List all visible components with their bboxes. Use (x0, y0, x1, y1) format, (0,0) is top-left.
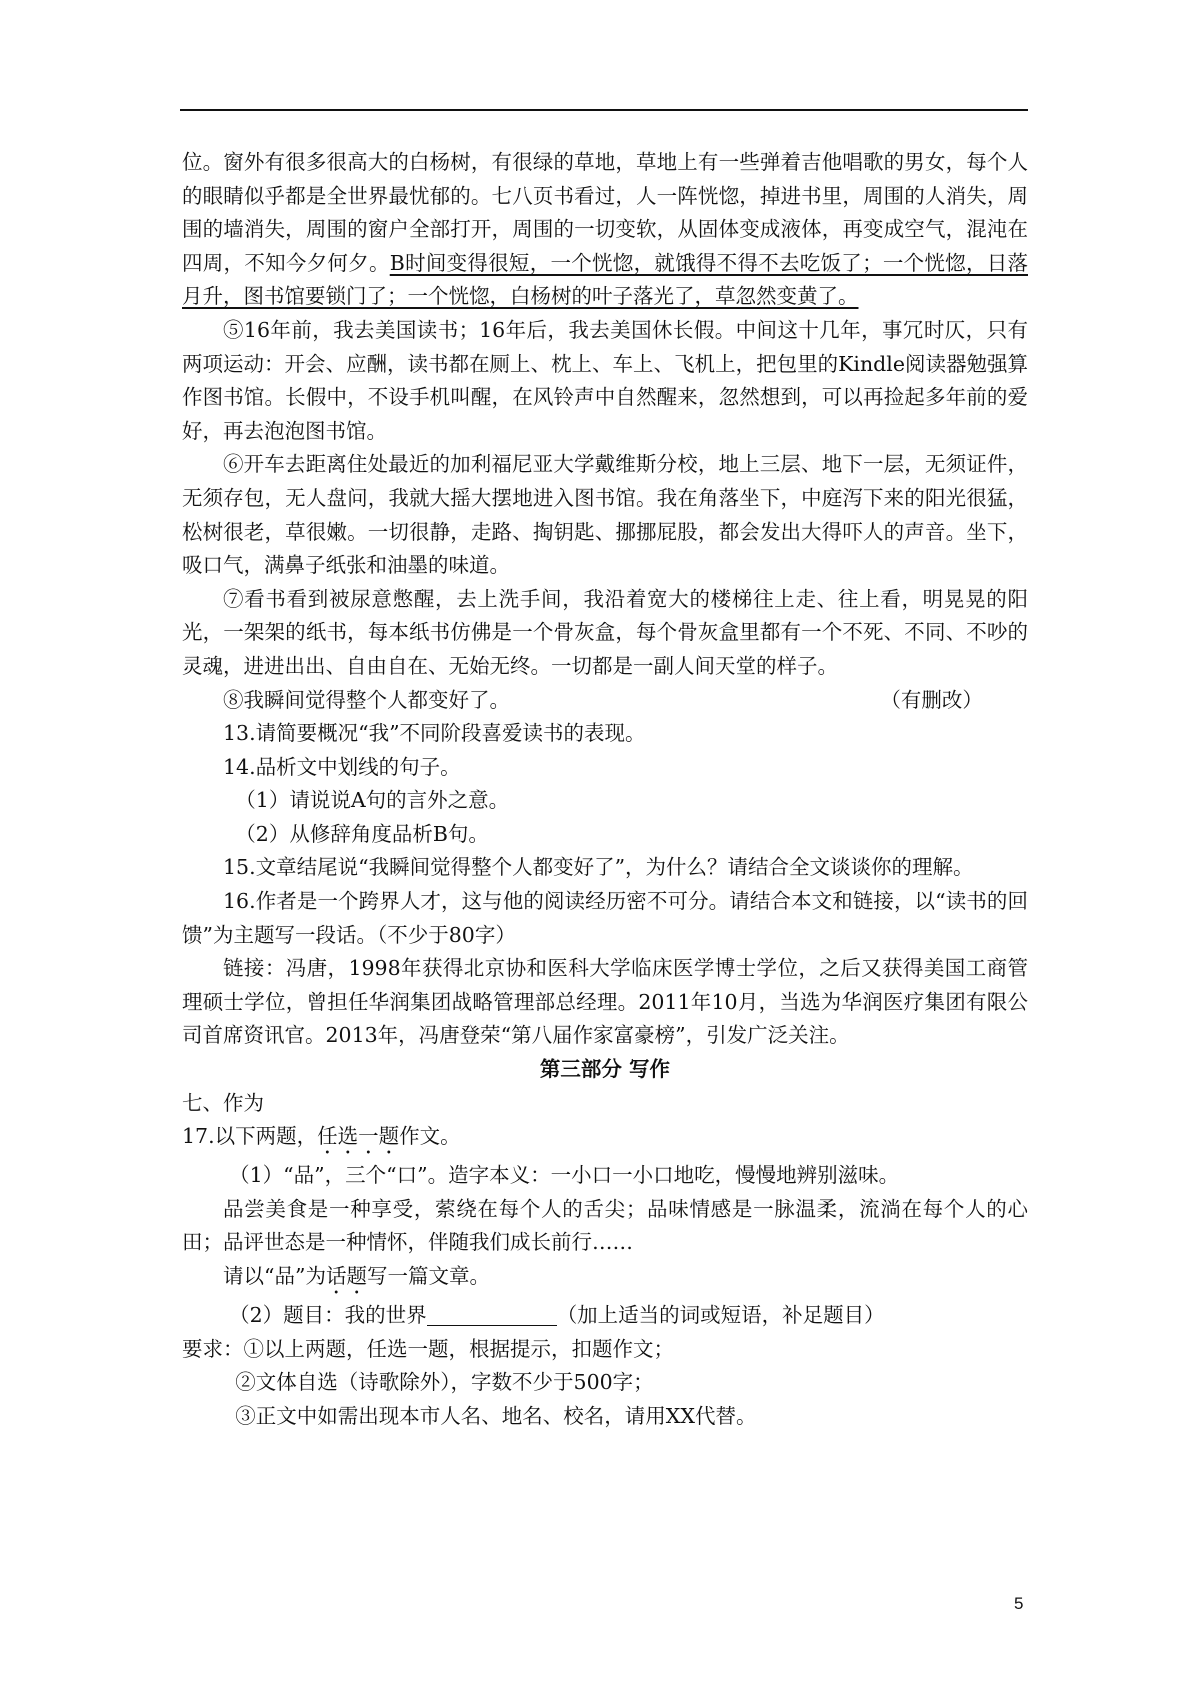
paragraph-8 (182, 684, 1028, 718)
question-16: 16.作者是一个跨界人才，这与他的阅读经历密不可分。请结合本文和链接，以“读书的回馈”为主题写一段话。（不少于80字） (182, 889, 1028, 947)
option-1-req-post: 写一篇文章。 (366, 1264, 490, 1288)
section-title: 第三部分 写作 (539, 1057, 671, 1082)
option-1-paragraph: 品尝美食是一种享受，萦绕在每个人的舌尖；品味情感是一脉温柔，流淌在每个人的心田；品评世态是一种情怀，伴随我们成长前行…… (182, 1196, 1028, 1255)
passage-text: 位。窗外有很多很高大的白杨树，有很绿的草地，草地上有一些弹着吉他唱歌的男女，每个人的眼睛似乎都是全世界最忧郁的。七八页书看过，人一阵恍惚，掉进书里，周围的人消失，周围的墙消失，周围的窗户全部打开，周围的一切变软，从固体变成液体，再变成空气，混沌在四周，不知今夕何夕。 (182, 150, 1028, 275)
emphasis-text: 任选一题 (317, 1124, 400, 1149)
option-2-pre: （2）题目：我的世界 (229, 1303, 427, 1327)
emphasis-text: 话题 (325, 1264, 367, 1288)
question-17-pre: 17.以下两题， (182, 1124, 318, 1149)
option-2 (182, 1299, 1028, 1333)
title-blank (427, 1305, 557, 1327)
question-13: 13.请简要概况“我”不同阶段喜爱读书的表现。 (223, 721, 646, 746)
question-14-2: （2）从修辞角度品析B句。 (235, 821, 489, 846)
option-1-requirement (182, 1260, 1028, 1299)
paragraph-8-text: ⑧我瞬间觉得整个人都变好了。 (223, 687, 510, 712)
requirement-1: 要求：①以上两题，任选一题，根据提示，扣题作文； (182, 1336, 674, 1361)
question-14: 14.品析文中划线的句子。 (223, 754, 461, 779)
requirement-2: ②文体自选（诗歌除外），字数不少于500字； (235, 1370, 654, 1395)
option-1-req-pre: 请以“品”为 (223, 1264, 326, 1288)
edit-note: （有删改） (880, 687, 983, 712)
part-7-heading: 七、作为 (182, 1090, 264, 1115)
question-14-1: （1）请说说A句的言外之意。 (235, 788, 510, 813)
link-note: 链接：冯唐，1998年获得北京协和医科大学临床医学博士学位，之后又获得美国工商管理硕士学位，曾担任华润集团战略管理部总经理。2011年10月，当选为华润医疗集团有限公司首席资讯官。2013年，冯唐登荣“第八届作家富豪榜”，引发广泛关注。 (182, 956, 1028, 1048)
question-15: 15.文章结尾说“我瞬间觉得整个人都变好了”，为什么？请结合全文谈谈你的理解。 (223, 855, 974, 880)
question-17-post: 作文。 (399, 1124, 461, 1149)
option-1: （1）“品”，三个“口”。造字本义：一小口一小口地吃，慢慢地辨别滋味。 (229, 1163, 900, 1188)
page-number: 5 (1014, 1594, 1024, 1613)
option-2-post: （加上适当的词或短语，补足题目） (556, 1303, 885, 1327)
requirement-3: ③正文中如需出现本市人名、地名、校名，请用XX代替。 (235, 1403, 757, 1428)
underlined-sentence-b: B时间变得很短，一个恍惚，就饿得不得不去吃饭了；一个恍惚，日落月升，图书馆要锁门了；一个恍惚，白杨树的叶子落光了，草忽然变黄了。 (182, 250, 1028, 309)
paragraph-5: ⑤16年前，我去美国读书；16年后，我去美国休长假。中间这十几年，事冗时仄，只有两项运动：开会、应酬，读书都在厕上、枕上、车上、飞机上，把包里的Kindle阅读器勉强算作图书馆。长假中，不设手机叫醒，在风铃声中自然醒来，忽然想到，可以再捡起多年前的爱好，再去泡泡图书馆。 (182, 317, 1028, 443)
paragraph-6: ⑥开车去距离住处最近的加利福尼亚大学戴维斯分校，地上三层、地下一层，无须证件，无须存包，无人盘问，我就大摇大摆地进入图书馆。我在角落坐下，中庭泻下来的阳光很猛，松树很老，草很嫩。一切很静，走路、掏钥匙、挪挪屁股，都会发出大得吓人的声音。坐下，吸口气，满鼻子纸张和油墨的味道。 (182, 452, 1028, 578)
header-rule (180, 109, 1028, 111)
passage-continuation (182, 146, 1028, 314)
question-17 (182, 1120, 1028, 1159)
paragraph-7: ⑦看书看到被尿意憋醒，去上洗手间，我沿着宽大的楼梯往上走、往上看，明晃晃的阳光，一架架的纸书，每本纸书仿佛是一个骨灰盒，每个骨灰盒里都有一个不死、不同、不吵的灵魂，进进出出、自由自在、无始无终。一切都是一副人间天堂的样子。 (182, 586, 1028, 678)
page-content (182, 146, 1028, 1433)
